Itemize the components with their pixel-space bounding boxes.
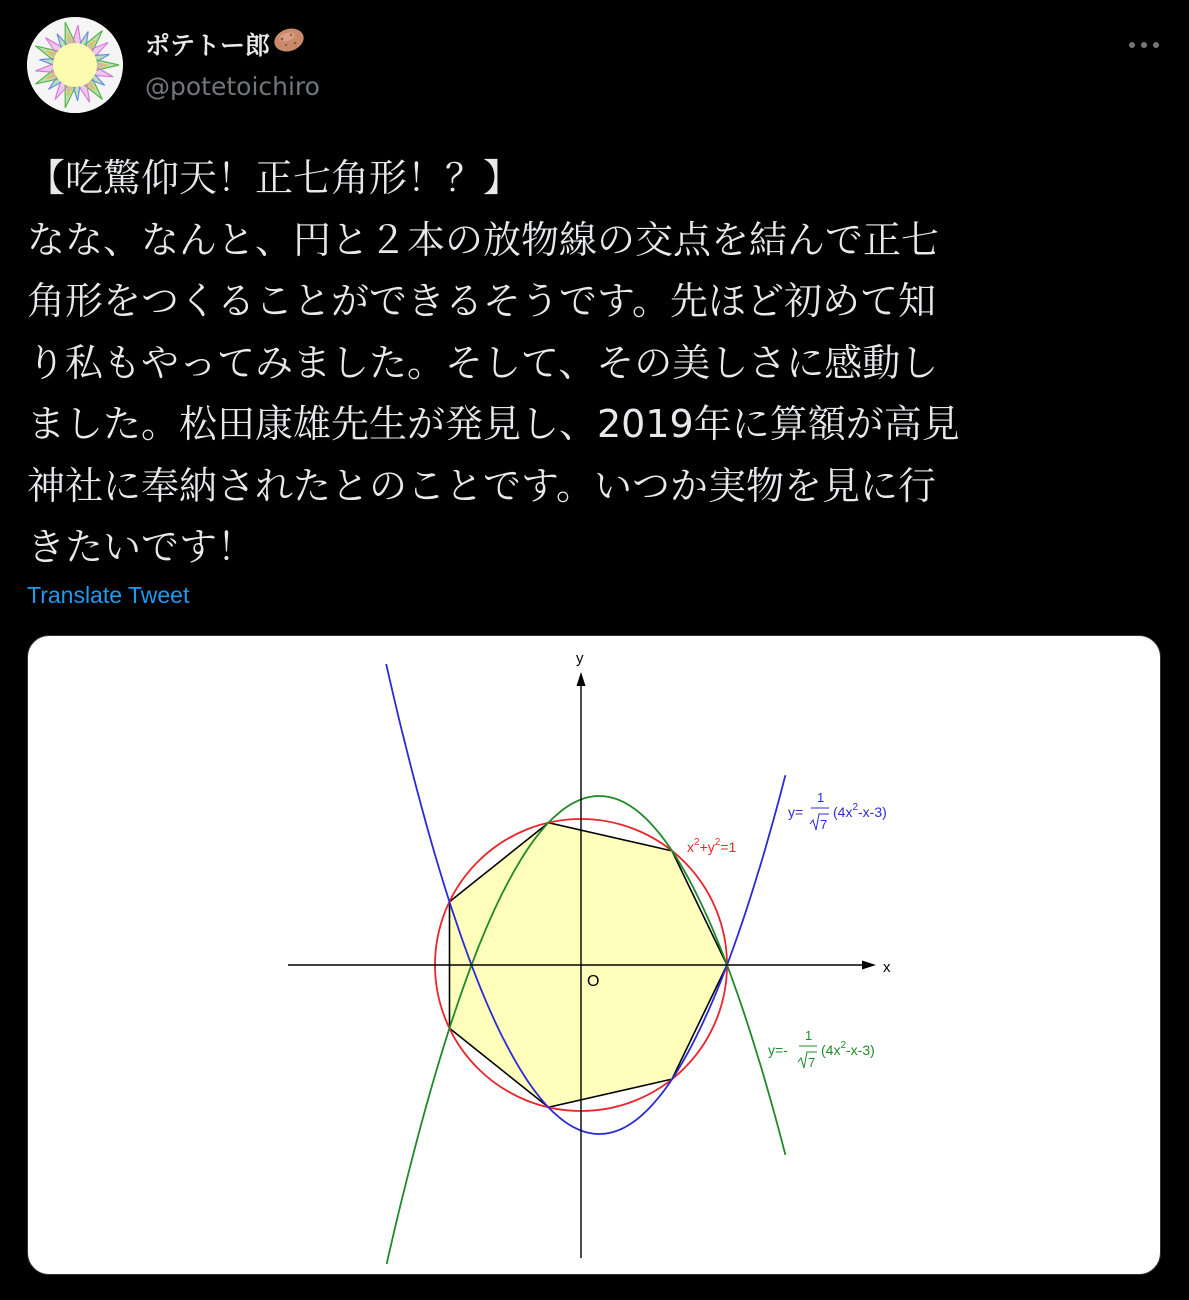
more-horizontal-icon — [1124, 28, 1164, 64]
tweet-text-line: ました。松田康雄先生が発見し、2019年に算額が高見 — [27, 402, 960, 446]
user-handle[interactable]: @potetoichiro — [145, 72, 320, 101]
eq-text: -x-3) — [858, 804, 887, 820]
eq-text: (4x — [833, 804, 853, 820]
eq-sup: 2 — [852, 802, 859, 813]
green-parabola-equation-label — [768, 1028, 875, 1070]
eq-text: 7 — [808, 1055, 816, 1070]
tweet-text-line: きたいです！ — [27, 525, 256, 569]
eq-text: -x-3) — [846, 1042, 875, 1058]
avatar-star-polygon-icon — [27, 17, 123, 113]
eq-sup: 2 — [694, 837, 700, 848]
eq-text: 1 — [805, 1028, 813, 1043]
tweet-media-image[interactable] — [27, 635, 1161, 1275]
tweet-text-line: 角形をつくることができるそうです。先ほど初めて知 — [27, 279, 936, 323]
eq-text: x — [687, 839, 694, 855]
tweet-text-line: り私もやってみました。そして、その美しさに感動し — [27, 340, 939, 385]
svg-text:(4x2-x-3) — [833, 802, 887, 820]
svg-text:(4x2-x-3) — [821, 1040, 875, 1058]
x-axis-arrow — [862, 961, 876, 970]
display-name[interactable] — [145, 28, 306, 64]
y-axis-arrow — [577, 672, 586, 686]
more-button[interactable] — [1124, 28, 1164, 64]
eq-text: (4x — [821, 1042, 841, 1058]
eq-text: +y — [699, 839, 715, 855]
eq-text: 1 — [817, 790, 825, 805]
eq-sup: 2 — [840, 1040, 847, 1051]
avatar[interactable] — [27, 17, 123, 113]
eq-text: =1 — [720, 839, 737, 855]
eq-sup: 2 — [714, 837, 721, 848]
eq-text: y= — [788, 804, 804, 820]
translate-tweet-link[interactable]: Translate Tweet — [27, 582, 190, 608]
svg-text:x2+y2=1 — [687, 837, 736, 855]
tweet-text-line: 神社に奉納されたとのことです。いつか実物を見に行 — [27, 463, 936, 508]
y-axis-label: y — [576, 650, 584, 667]
potato-icon — [272, 26, 306, 64]
eq-text: y=- — [768, 1042, 788, 1058]
heptagon-chart — [28, 636, 1160, 1274]
tweet-text-line: 【吃驚仰天！正七角形！？】 — [27, 156, 522, 200]
tweet-text-line: なな、なんと、円と２本の放物線の交点を結んで正七 — [27, 217, 940, 262]
eq-text: 7 — [820, 817, 828, 832]
blue-parabola-equation-label — [788, 790, 887, 832]
display-name-text: ポテトー郎 — [145, 31, 271, 60]
x-axis-label: x — [883, 959, 891, 976]
origin-label: O — [587, 973, 600, 990]
circle-equation-label — [687, 837, 736, 855]
tweet-text — [27, 148, 1167, 579]
